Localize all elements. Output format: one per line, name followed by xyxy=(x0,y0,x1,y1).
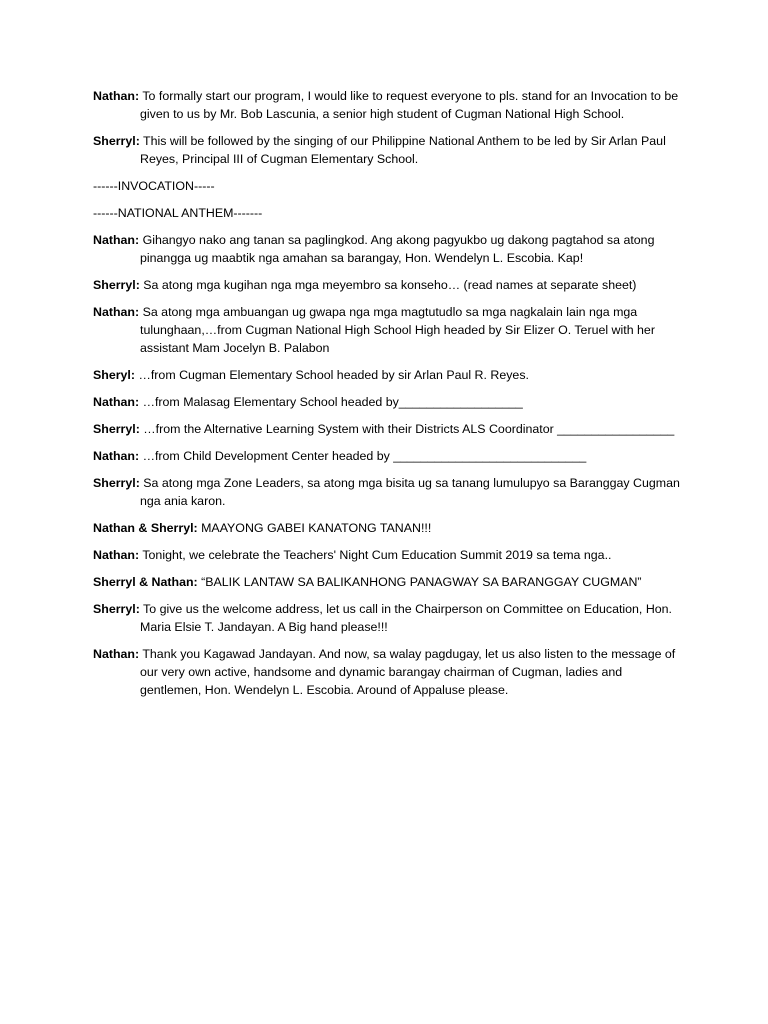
section-marker-text: ------NATIONAL ANTHEM------- xyxy=(93,206,263,220)
speaker-label: Sherryl: xyxy=(93,476,140,490)
dialogue-text: Gihangyo nako ang tanan sa paglingkod. Ang akong pagyukbo ug dakong pagtahod sa atong pinangga ug maabtik nga amahan sa barangay, Hon. Wendelyn L. Escobia. Kap! xyxy=(140,233,655,265)
script-paragraph xyxy=(93,600,683,636)
speaker-label: Sheryl: xyxy=(93,368,136,382)
speaker-label: Nathan & Sherryl: xyxy=(93,521,198,535)
dialogue-text: This will be followed by the singing of our Philippine National Anthem to be led by Sir Arlan Paul Reyes, Principal III of Cugman Elementary School. xyxy=(140,134,666,166)
script-paragraph xyxy=(93,303,683,357)
speaker-label: Nathan: xyxy=(93,305,140,319)
dialogue-text: Sa atong mga kugihan nga mga meyembro sa konseho… (read names at separate sheet) xyxy=(143,278,637,292)
dialogue-text: To formally start our program, I would like to request everyone to pls. stand for an Invocation to be given to us by Mr. Bob Lascunia, a senior high student of Cugman National High School. xyxy=(140,89,679,121)
speaker-label: Nathan: xyxy=(93,233,140,247)
speaker-label: Sherryl: xyxy=(93,278,140,292)
section-marker-text: ------INVOCATION----- xyxy=(93,179,215,193)
section-marker-national-anthem xyxy=(93,204,683,222)
speaker-label: Sherryl: xyxy=(93,602,140,616)
program-script xyxy=(93,87,683,708)
script-paragraph xyxy=(93,645,683,699)
script-paragraph xyxy=(93,132,683,168)
speaker-label: Sherryl & Nathan: xyxy=(93,575,198,589)
script-paragraph xyxy=(93,276,683,294)
dialogue-text: Sa atong mga ambuangan ug gwapa nga mga magtutudlo sa mga nagkalain lain nga mga tulunghaan,…from Cugman National High School High headed by Sir Elizer O. Teruel with her assistant Mam Jocelyn B. Palabon xyxy=(140,305,655,355)
speaker-label: Nathan: xyxy=(93,449,140,463)
dialogue-text: To give us the welcome address, let us call in the Chairperson on Committee on Education, Hon. Maria Elsie T. Jandayan. A Big hand please!!! xyxy=(140,602,672,634)
speaker-label: Nathan: xyxy=(93,647,140,661)
script-paragraph xyxy=(93,87,683,123)
script-paragraph xyxy=(93,420,683,438)
script-paragraph xyxy=(93,231,683,267)
speaker-label: Sherryl: xyxy=(93,134,140,148)
dialogue-text: MAAYONG GABEI KANATONG TANAN!!! xyxy=(201,521,432,535)
speaker-label: Nathan: xyxy=(93,89,140,103)
dialogue-text: …from Child Development Center headed by ____________________________ xyxy=(142,449,587,463)
speaker-label: Nathan: xyxy=(93,548,140,562)
dialogue-text: Sa atong mga Zone Leaders, sa atong mga bisita ug sa tanang lumulupyo sa Baranggay Cugman nga ania karon. xyxy=(140,476,680,508)
dialogue-text: …from the Alternative Learning System with their Districts ALS Coordinator _________________ xyxy=(143,422,675,436)
script-paragraph xyxy=(93,447,683,465)
dialogue-text: “BALIK LANTAW SA BALIKANHONG PANAGWAY SA BARANGGAY CUGMAN” xyxy=(201,575,642,589)
script-paragraph xyxy=(93,573,683,591)
section-marker-invocation xyxy=(93,177,683,195)
speaker-label: Nathan: xyxy=(93,395,140,409)
dialogue-text: …from Malasag Elementary School headed by__________________ xyxy=(142,395,523,409)
script-paragraph xyxy=(93,474,683,510)
speaker-label: Sherryl: xyxy=(93,422,140,436)
script-paragraph xyxy=(93,393,683,411)
dialogue-text: …from Cugman Elementary School headed by sir Arlan Paul R. Reyes. xyxy=(138,368,529,382)
dialogue-text: Tonight, we celebrate the Teachers' Night Cum Education Summit 2019 sa tema nga.. xyxy=(142,548,612,562)
dialogue-text: Thank you Kagawad Jandayan. And now, sa walay pagdugay, let us also listen to the message of our very own active, handsome and dynamic barangay chairman of Cugman, ladies and gentlemen, Hon. Wendelyn L. Escobia. Around of Appaluse please. xyxy=(140,647,676,697)
script-paragraph xyxy=(93,546,683,564)
script-paragraph xyxy=(93,366,683,384)
script-paragraph xyxy=(93,519,683,537)
